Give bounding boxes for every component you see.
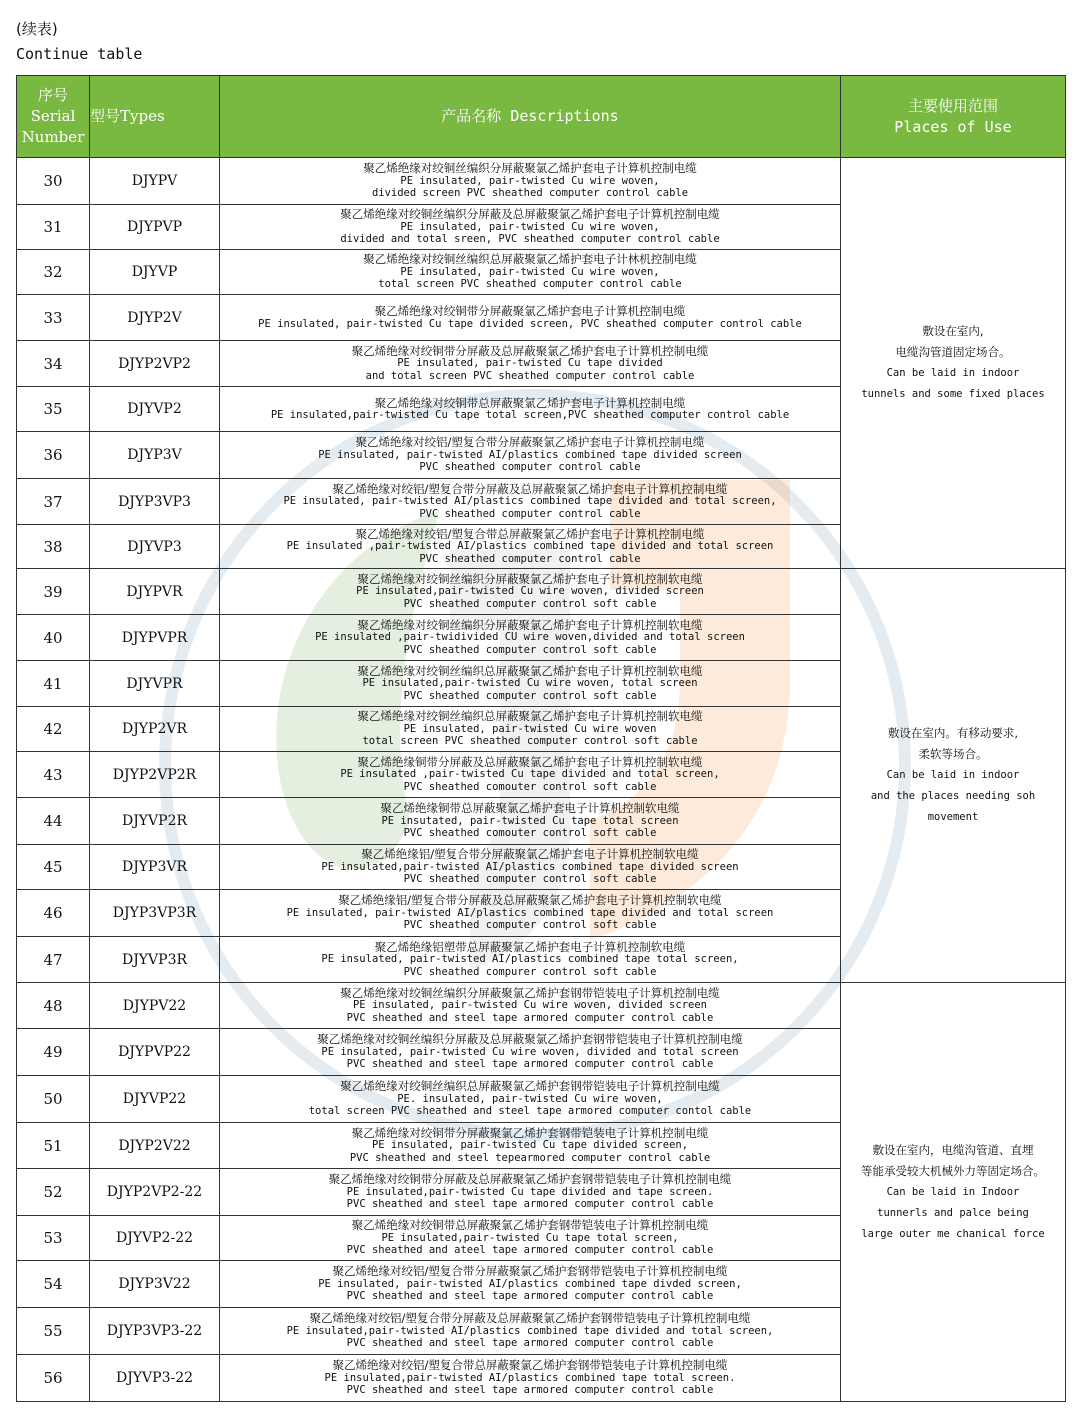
places-of-use-line: 等能承受较大机械外力等固定场合。 xyxy=(861,1163,1045,1178)
places-of-use-line: 电缆沟管道固定场合。 xyxy=(895,345,1011,359)
description-en: PE insulated, pair-twisted AI/plastics combined tape divided screen xyxy=(318,448,742,461)
description-en: total screen PVC sheathed and steel tape armored computer contol cable xyxy=(308,1105,752,1118)
description-cn: 聚乙烯绝缘对绞铜丝编织总屏蔽聚氯乙烯护套电子计林机控制电缆 xyxy=(363,252,697,267)
description-cell xyxy=(220,1216,841,1261)
description-en: PE. insulated, pair-twisted Cu wire woven, xyxy=(397,1092,663,1105)
description-cn: 聚乙烯绝缘对绞铜丝编织分屏蔽及总屏蔽聚氯乙烯护套电子计算机控制电缆 xyxy=(340,207,720,222)
description-en: PVC sheathed comouter control soft cable xyxy=(403,827,657,840)
serial-number-cell: 45 xyxy=(17,845,90,890)
description-cn: 聚乙烯绝缘对绞铜带分屏蔽及总屏蔽聚氯乙烯护套电子计算机控制电缆 xyxy=(351,343,709,358)
description-en: PE insulated, pair-twisted AI/plastics combined tape divded screen, xyxy=(318,1277,742,1290)
description-cn: 聚乙烯绝缘铜带总屏蔽聚氯乙烯护套电子计算机控制软电缆 xyxy=(380,801,680,816)
header-serial-number: 序号 Serial Number xyxy=(17,76,90,158)
description-en: PVC sheathed comouter control soft cable xyxy=(403,780,657,793)
model-type-cell: DJYP3VP3R xyxy=(90,890,220,937)
model-type-cell: DJYVP2R xyxy=(90,798,220,845)
description-cell xyxy=(220,1123,841,1169)
description-cn: 聚乙烯绝缘对绞铜带总屏蔽聚氯乙烯护套电子计算机控制电缆 xyxy=(374,395,686,410)
model-type-cell: DJYP2VP2R xyxy=(90,752,220,798)
description-en: PVC sheathed and steel tepearmored computer control cable xyxy=(349,1151,711,1164)
description-cn: 聚乙烯绝缘对绞铜带分屏蔽聚氯乙烯护套钢带铠装电子计算机控制电缆 xyxy=(351,1125,709,1140)
description-cn: 聚乙烯绝缘对绞铜丝编织分屏蔽及总屏蔽聚氯乙烯护套钢带铠装电子计算机控制电缆 xyxy=(317,1032,743,1047)
serial-number-cell: 31 xyxy=(17,205,90,250)
description-cell xyxy=(220,387,841,432)
places-of-use-line: Can be laid in indoor xyxy=(886,769,1020,781)
description-en: PE insulated,pair-twisted AI/plastics combined tape divided screen xyxy=(321,860,739,873)
description-en: PE insulated,pair-twisted AI/plastics combined tape divided and total screen, xyxy=(286,1324,774,1337)
description-cn: 聚乙烯绝缘铝/塑复合带分屏蔽及总屏蔽聚氯乙烯护套电子计算机控制软电缆 xyxy=(338,893,722,908)
description-en: PVC sheathed compurer control soft cable xyxy=(403,965,657,978)
table-body xyxy=(17,158,1066,1402)
serial-number-cell: 40 xyxy=(17,615,90,661)
table-row xyxy=(17,569,1066,615)
model-type-cell: DJYVP2-22 xyxy=(90,1216,220,1261)
description-cell xyxy=(220,1029,841,1076)
serial-number-cell: 34 xyxy=(17,341,90,387)
description-cell xyxy=(220,707,841,752)
serial-number-cell: 41 xyxy=(17,661,90,707)
model-type-cell: DJYP3VR xyxy=(90,845,220,890)
description-cn: 聚乙烯绝缘对绞铜丝编织分屏蔽聚氯乙烯护套电子计算机控制电缆 xyxy=(363,161,697,176)
description-en: PE insulated,pair-twisted AI/plastics combined tape total screen. xyxy=(324,1371,736,1384)
serial-number-cell: 42 xyxy=(17,707,90,752)
serial-number-cell: 33 xyxy=(17,295,90,341)
description-en: total screen PVC sheathed computer control cable xyxy=(378,278,682,291)
description-en: total screen PVC sheathed computer control soft cable xyxy=(362,735,698,748)
description-cn: 聚乙烯绝缘铜带分屏蔽及总屏蔽聚氯乙烯护套电子计算机控制软电缆 xyxy=(357,754,703,769)
description-cn: 聚乙烯绝缘铝塑带总屏蔽聚氯乙烯护套电子计算机控制软电缆 xyxy=(374,939,686,954)
description-en: PVC sheathed computer control soft cable xyxy=(403,919,657,932)
model-type-cell: DJYP2V xyxy=(90,295,220,341)
description-cn: 聚乙烯绝缘铝/塑复合带分屏蔽聚氯乙烯护套电子计算机控制软电缆 xyxy=(361,847,699,862)
description-en: PE insulated, pair-twisted AI/plastics combined tape divided and total screen, xyxy=(283,495,777,508)
description-en: PVC sheathed and steel tape armored computer control cable xyxy=(346,1290,714,1303)
model-type-cell: DJYPVP xyxy=(90,205,220,250)
model-type-cell: DJYP3V22 xyxy=(90,1261,220,1308)
model-type-cell: DJYP3VP3-22 xyxy=(90,1308,220,1355)
description-en: PVC sheathed computer control soft cable xyxy=(403,689,657,702)
caption-continued-cn: (续表) xyxy=(16,20,58,38)
description-en: PE insulated, pair-twisted Cu wire woven, xyxy=(400,174,660,187)
description-cell xyxy=(220,341,841,387)
description-en: PE insulated,pair-twisted Cu wire woven, total screen xyxy=(362,677,698,690)
description-en: PE insulated,pair-twisted Cu wire woven, divided screen xyxy=(356,585,704,598)
description-en: divided and total sreen, PVC sheathed computer control cable xyxy=(340,233,720,246)
serial-number-cell: 37 xyxy=(17,479,90,525)
description-en: PVC sheathed computer control cable xyxy=(419,507,641,520)
description-cell xyxy=(220,983,841,1029)
description-en: PE insulated,pair-twisted Cu tape total screen,PVC sheathed computer control cable xyxy=(270,409,790,421)
cable-spec-table xyxy=(16,75,1066,1402)
description-en: PE insulated, pair-twisted Cu wire woven, divided and total screen xyxy=(321,1045,739,1058)
description-cn: 聚乙烯绝缘对绞铝/塑复合带分屏蔽及总屏蔽聚氯乙烯护套钢带铠装电子计算机控制电缆 xyxy=(309,1311,751,1326)
places-of-use-line: large outer me chanical force xyxy=(861,1227,1045,1240)
header-descriptions: 产品名称 Descriptions xyxy=(220,76,841,158)
places-of-use-line: 敷设在室内, xyxy=(922,324,984,338)
places-of-use-cell xyxy=(841,569,1066,983)
description-en: PE insulated,pair-twisted Cu tape total screen, xyxy=(381,1231,679,1244)
description-en: PVC sheathed and steel tape armored computer control cable xyxy=(346,1198,714,1211)
description-cn: 聚乙烯绝缘对绞铜丝编织总屏蔽聚氯乙烯护套电子计算机控制软电缆 xyxy=(357,709,703,724)
model-type-cell: DJYPVP22 xyxy=(90,1029,220,1076)
places-of-use-line: 柔软等场合。 xyxy=(918,747,988,761)
description-cell xyxy=(220,1308,841,1355)
places-of-use-line: movement xyxy=(927,811,979,823)
description-cn: 聚乙烯绝缘对绞铜丝编织分屏蔽聚氯乙烯护套电子计算机控制软电缆 xyxy=(357,617,703,632)
description-cell xyxy=(220,661,841,707)
serial-number-cell: 32 xyxy=(17,250,90,295)
serial-number-cell: 55 xyxy=(17,1308,90,1355)
description-en: PVC sheathed computer control cable xyxy=(419,552,641,565)
model-type-cell: DJYVP3 xyxy=(90,525,220,569)
table-header-row xyxy=(17,76,1066,158)
model-type-cell: DJYVP2 xyxy=(90,387,220,432)
description-en: PVC sheathed and ateel tape armored computer control cable xyxy=(346,1244,714,1257)
places-of-use-line: and the places needing soh xyxy=(870,790,1036,802)
description-cell xyxy=(220,250,841,295)
serial-number-cell: 52 xyxy=(17,1169,90,1216)
description-en: PE insulated, pair-twisted Cu wire woven, divided screen xyxy=(352,999,707,1012)
model-type-cell: DJYPV xyxy=(90,158,220,205)
places-of-use-line: Can be laid in Indoor xyxy=(886,1185,1020,1198)
description-en: PE insulated, pair-twisted Cu tape divided screen, xyxy=(371,1139,689,1152)
description-cell xyxy=(220,569,841,615)
model-type-cell: DJYVPR xyxy=(90,661,220,707)
description-cn: 聚乙烯绝缘对绞铝/塑复合带总屏蔽聚氯乙烯护套电子计算机控制电缆 xyxy=(355,526,705,541)
model-type-cell: DJYPV22 xyxy=(90,983,220,1029)
description-en: PVC sheathed computer control soft cable xyxy=(403,643,657,656)
description-cn: 聚乙烯绝缘对绞铜丝编织总屏蔽聚氯乙烯护套电子计算机控制软电缆 xyxy=(357,663,703,678)
model-type-cell: DJYP2VP2 xyxy=(90,341,220,387)
description-cell xyxy=(220,615,841,661)
description-en: PE insulated, pair-twisted AI/plastics combined tape total screen, xyxy=(321,953,739,966)
description-en: PE insulated,pair-twisted Cu tape divided and tape screen. xyxy=(346,1185,714,1198)
header-places-of-use: 主要使用范围 Places of Use xyxy=(841,76,1066,158)
description-cell xyxy=(220,158,841,205)
model-type-cell: DJYP2VR xyxy=(90,707,220,752)
description-en: PE insulated, pair-twisted Cu wire woven xyxy=(403,722,657,735)
description-cn: 聚乙烯绝缘对绞铜带分屏蔽及总屏蔽聚氯乙烯护套钢带铠装电子计算机控制电缆 xyxy=(328,1172,732,1187)
model-type-cell: DJYP2V22 xyxy=(90,1123,220,1169)
serial-number-cell: 46 xyxy=(17,890,90,937)
description-cell xyxy=(220,798,841,845)
description-cn: 聚乙烯绝缘对绞铜丝编织总屏蔽聚氯乙烯护套钢带铠装电子计算机控制电缆 xyxy=(340,1079,720,1094)
description-en: PE insulated, pair-twisted Cu tape divided xyxy=(397,357,663,370)
model-type-cell: DJYPVPR xyxy=(90,615,220,661)
description-cn: 聚乙烯绝缘对绞铜带分屏蔽聚氯乙烯护套电子计算机控制电缆 xyxy=(374,304,686,318)
places-of-use-line: 敷设在室内。有移动要求, xyxy=(887,726,1019,740)
description-cell xyxy=(220,479,841,525)
description-cell xyxy=(220,432,841,479)
serial-number-cell: 56 xyxy=(17,1355,90,1402)
caption-continued-en: Continue table xyxy=(16,45,143,63)
description-en: and total screen PVC sheathed computer control cable xyxy=(365,369,695,382)
description-cell xyxy=(220,295,841,341)
description-en: PVC sheathed and steel tape armored computer control cable xyxy=(346,1337,714,1350)
description-cell xyxy=(220,845,841,890)
serial-number-cell: 53 xyxy=(17,1216,90,1261)
description-en: PE insulated, pair-twisted Cu wire woven, xyxy=(400,220,660,233)
serial-number-cell: 39 xyxy=(17,569,90,615)
serial-number-cell: 49 xyxy=(17,1029,90,1076)
places-of-use-line: 敷设在室内，电缆沟管道、直埋 xyxy=(872,1142,1034,1157)
places-of-use-line: tunnerls and palce being xyxy=(877,1206,1029,1219)
serial-number-cell: 47 xyxy=(17,937,90,983)
description-cell xyxy=(220,205,841,250)
serial-number-cell: 51 xyxy=(17,1123,90,1169)
description-en: divided screen PVC sheathed computer control cable xyxy=(371,187,689,200)
model-type-cell: DJYVP3R xyxy=(90,937,220,983)
serial-number-cell: 48 xyxy=(17,983,90,1029)
model-type-cell: DJYPVR xyxy=(90,569,220,615)
serial-number-cell: 43 xyxy=(17,752,90,798)
description-cell xyxy=(220,525,841,569)
model-type-cell: DJYP3VP3 xyxy=(90,479,220,525)
description-cn: 聚乙烯绝缘对绞铜丝编织分屏蔽聚氯乙烯护套钢带铠装电子计算机控制电缆 xyxy=(340,985,720,1000)
header-types: 型号Types xyxy=(90,76,220,158)
description-en: PE insulated ,pair-twisted Cu tape divided and total screen, xyxy=(340,768,720,781)
places-of-use-line: tunnels and some fixed places xyxy=(861,388,1045,400)
model-type-cell: DJYP3V xyxy=(90,432,220,479)
description-cn: 聚乙烯绝缘对绞铝/塑复合带分屏蔽聚氯乙烯护套钢带铠装电子计算机控制电缆 xyxy=(332,1264,728,1279)
description-cell xyxy=(220,1076,841,1123)
description-cell xyxy=(220,937,841,983)
serial-number-cell: 44 xyxy=(17,798,90,845)
description-en: PE insulated ,pair-twisted AI/plastics combined tape divided and total screen xyxy=(286,540,774,553)
description-en: PVC sheathed computer control soft cable xyxy=(403,597,657,610)
description-en: PE insutated, pair-twisted Cu tape total screen xyxy=(381,814,679,827)
serial-number-cell: 54 xyxy=(17,1261,90,1308)
description-en: PVC sheathed and steel tape armored computer control cable xyxy=(346,1011,714,1024)
description-en: PE insulated, pair-twisted Cu wire woven, xyxy=(400,265,660,278)
places-of-use-cell xyxy=(841,983,1066,1402)
description-cn: 聚乙烯绝缘对绞铝/塑复合带分屏蔽及总屏蔽聚氯乙烯护套电子计算机控制电缆 xyxy=(332,481,728,496)
serial-number-cell: 50 xyxy=(17,1076,90,1123)
model-type-cell: DJYVP22 xyxy=(90,1076,220,1123)
description-cell xyxy=(220,890,841,937)
description-en: PE insulated, pair-twisted Cu tape divided screen, PVC sheathed computer control cable xyxy=(258,317,802,330)
description-cn: 聚乙烯绝缘对绞铜丝编织分屏蔽聚氯乙烯护套电子计算机控制软电缆 xyxy=(357,571,703,586)
description-cell xyxy=(220,1169,841,1216)
model-type-cell: DJYVP xyxy=(90,250,220,295)
description-en: PVC sheathed computer control cable xyxy=(419,461,641,474)
description-en: PE insulated ,pair-twidivided CU wire woven,divided and total screen xyxy=(315,631,745,644)
description-en: PE insulated, pair-twisted AI/plastics combined tape divided and total screen xyxy=(286,906,774,919)
serial-number-cell: 35 xyxy=(17,387,90,432)
table-row xyxy=(17,158,1066,205)
description-cn: 聚乙烯绝缘对绞铝/塑复合带分屏蔽聚氯乙烯护套电子计算机控制电缆 xyxy=(355,435,705,450)
places-of-use-cell xyxy=(841,158,1066,569)
description-cell xyxy=(220,1261,841,1308)
serial-number-cell: 36 xyxy=(17,432,90,479)
description-en: PVC sheathed computer control soft cable xyxy=(403,873,657,886)
description-en: PVC sheathed and steel tape armored computer control cable xyxy=(346,1058,714,1071)
description-cell xyxy=(220,752,841,798)
description-cn: 聚乙烯绝缘对绞铜带总屏蔽聚氯乙烯护套钢带铠装电子计算机控制电缆 xyxy=(351,1218,709,1233)
model-type-cell: DJYVP3-22 xyxy=(90,1355,220,1402)
description-cell xyxy=(220,1355,841,1402)
description-cn: 聚乙烯绝缘对绞铝/塑复合带总屏蔽聚氯乙烯护套钢带铠装电子计算机控制电缆 xyxy=(332,1358,728,1373)
serial-number-cell: 30 xyxy=(17,158,90,205)
table-row xyxy=(17,983,1066,1029)
model-type-cell: DJYP2VP2-22 xyxy=(90,1169,220,1216)
places-of-use-line: Can be laid in indoor xyxy=(886,367,1020,379)
serial-number-cell: 38 xyxy=(17,525,90,569)
description-en: PVC sheathed and steel tape armored computer control cable xyxy=(346,1384,714,1397)
